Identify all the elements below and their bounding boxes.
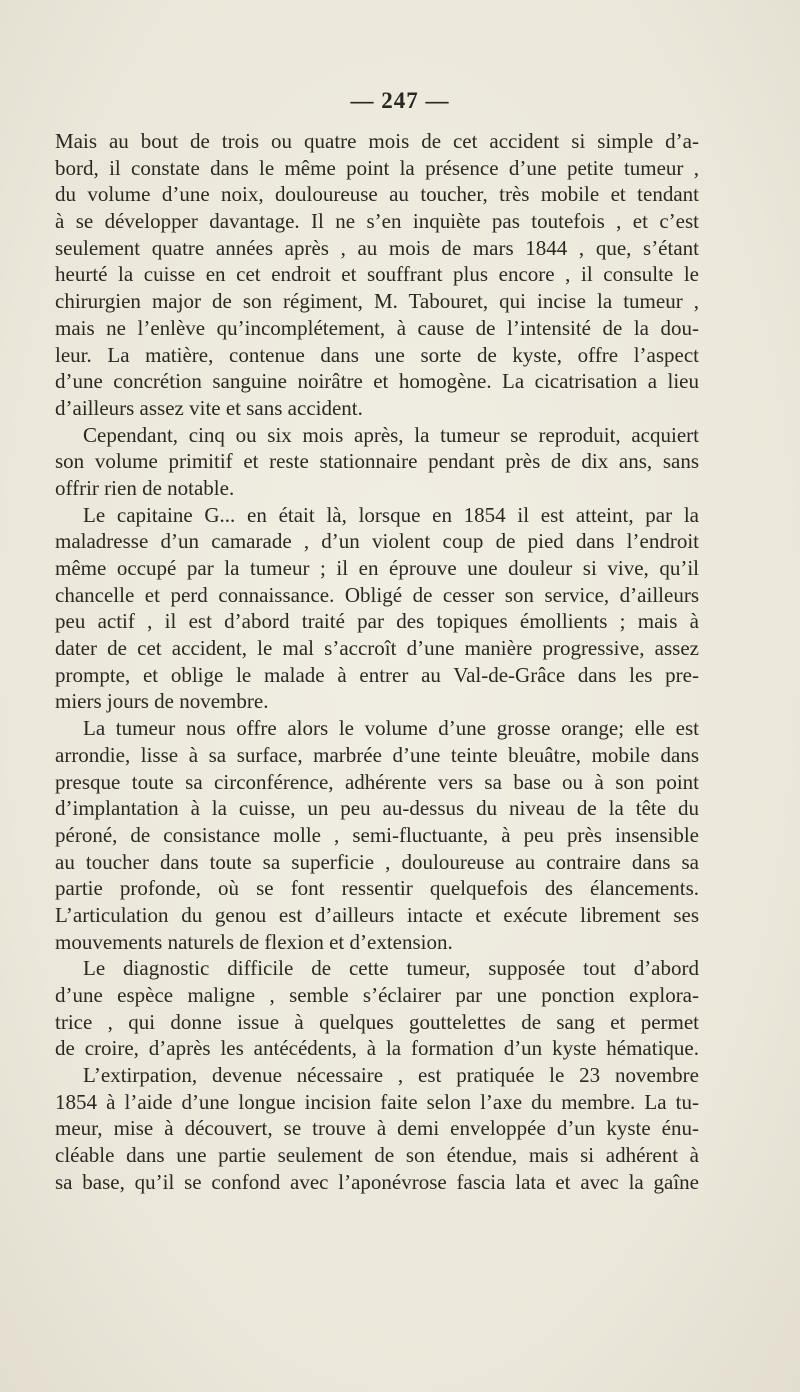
paragraph-first-line: L’extirpation, devenue nécessaire , est pratiquée le 23 novembre [83,1063,699,1088]
text-line: offrir rien de notable. [55,475,235,500]
text-line: presque toute sa circonférence, adhérente vers sa base ou à son point [55,769,699,794]
text-line: bord, il constate dans le même point la présence d’une petite tumeur , [55,155,699,180]
text-line: leur. La matière, contenue dans une sorte de kyste, offre l’aspect [55,342,699,367]
text-line: même occupé par la tumeur ; il en éprouve une douleur si vive, qu’il [55,556,699,580]
text-line: du volume d’une noix, douloureuse au toucher, très mobile et tendant [55,182,699,207]
text-line: mais ne l’enlève qu’incomplétement, à cause de l’intensité de la dou- [55,315,699,340]
text-line: mouvements naturels de flexion et d’extension. [55,929,453,954]
page-number: — 247 — [350,88,450,113]
text-line: Mais au bout de trois ou quatre mois de cet accident si simple d’a- [55,129,699,153]
text-line: partie profonde, où se font ressentir quelquefois des élancements. [55,876,699,901]
text-line: prompte, et oblige le malade à entrer au Val-de-Grâce dans les pre- [55,662,699,687]
paragraph-first-line: La tumeur nous offre alors le volume d’une grosse orange; elle est [83,716,699,741]
text-line: à se développer davantage. Il ne s’en inquiète pas toutefois , et c’est [55,209,699,234]
paragraph-first-line: Cependant, cinq ou six mois après, la tumeur se reproduit, acquiert [83,422,699,447]
paragraph-first-line: Le diagnostic difficile de cette tumeur, supposée tout d’abord [83,956,699,981]
text-line: L’articulation du genou est d’ailleurs intacte et exécute librement ses [55,902,699,927]
text-line: heurté la cuisse en cet endroit et souffrant plus encore , il consulte le [55,262,699,287]
text-line: 1854 à l’aide d’une longue incision faite selon l’axe du membre. La tu- [55,1089,699,1114]
paragraph-first-line: Le capitaine G... en était là, lorsque en 1854 il est atteint, par la [83,502,699,527]
text-line: seulement quatre années après , au mois de mars 1844 , que, s’étant [55,235,699,260]
text-line: peu actif , il est d’abord traité par des topiques émollients ; mais à [55,609,699,634]
text-line: chancelle et perd connaissance. Obligé de cesser son service, d’ailleurs [55,582,699,607]
text-line: trice , qui donne issue à quelques gouttelettes de sang et permet [55,1009,699,1034]
text-line: miers jours de novembre. [55,689,269,714]
text-line: chirurgien major de son régiment, M. Tabouret, qui incise la tumeur , [55,289,699,314]
text-line: d’implantation à la cuisse, un peu au-dessus du niveau de la tête du [55,796,699,821]
body-text [55,128,699,1196]
text-line: cléable dans une partie seulement de son étendue, mais si adhérent à [55,1143,699,1168]
text-line: d’une concrétion sanguine noirâtre et homogène. La cicatrisation a lieu [55,369,699,394]
text-line: d’ailleurs assez vite et sans accident. [55,395,363,420]
text-line: son volume primitif et reste stationnaire pendant près de dix ans, sans [55,449,699,474]
text-line: de croire, d’après les antécédents, à la formation d’un kyste hématique. [55,1036,699,1061]
text-line: sa base, qu’il se confond avec l’aponévrose fascia lata et avec la gaîne [55,1169,699,1194]
text-line: dater de cet accident, le mal s’accroît d’une manière progressive, assez [55,636,699,661]
text-line: au toucher dans toute sa superficie , douloureuse au contraire dans sa [55,849,699,874]
text-line: péroné, de consistance molle , semi-fluctuante, à peu près insensible [55,822,699,847]
text-line: meur, mise à découvert, se trouve à demi enveloppée d’un kyste énu- [55,1116,699,1141]
text-line: maladresse d’un camarade , d’un violent coup de pied dans l’endroit [55,529,699,554]
text-line: arrondie, lisse à sa surface, marbrée d’une teinte bleuâtre, mobile dans [55,742,699,767]
text-line: d’une espèce maligne , semble s’éclairer par une ponction explora- [55,983,699,1007]
